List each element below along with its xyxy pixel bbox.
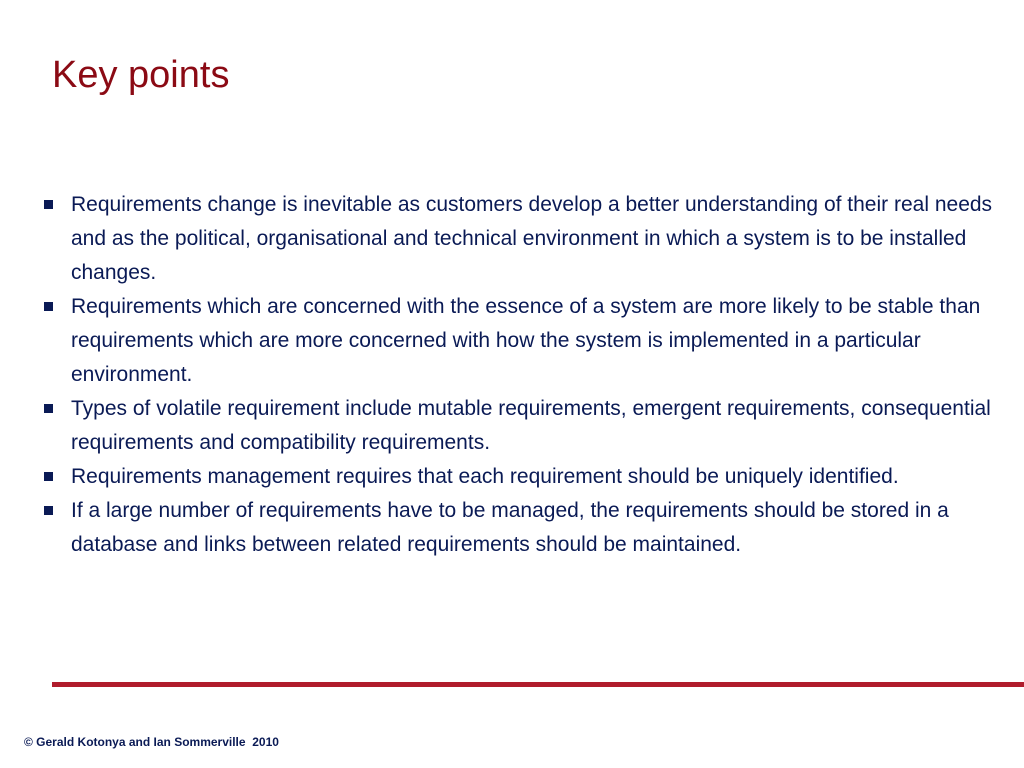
square-bullet-icon: [44, 506, 53, 515]
copyright-footer: © Gerald Kotonya and Ian Sommerville 2010: [24, 735, 279, 749]
square-bullet-icon: [44, 302, 53, 311]
square-bullet-icon: [44, 472, 53, 481]
bullet-text: Requirements management requires that each requirement should be uniquely identified.: [71, 465, 899, 488]
bullet-item: [44, 392, 994, 460]
square-bullet-icon: [44, 200, 53, 209]
footer-divider: [52, 682, 1024, 687]
bullet-item: [44, 460, 994, 494]
bullet-text: Requirements change is inevitable as customers develop a better understanding of their real needs and as the political, organisational and technical environment in which a system is to be installed changes.: [71, 193, 993, 284]
bullet-list: [44, 188, 994, 562]
bullet-text: Requirements which are concerned with the essence of a system are more likely to be stable than requirements which are more concerned with how the system is implemented in a particular environment.: [71, 295, 981, 386]
bullet-item: [44, 188, 994, 290]
bullet-text: Types of volatile requirement include mutable requirements, emergent requirements, consequential requirements and compatibility requirements.: [71, 397, 991, 454]
square-bullet-icon: [44, 404, 53, 413]
bullet-item: [44, 290, 994, 392]
slide-title: Key points: [52, 54, 230, 96]
bullet-text: If a large number of requirements have to be managed, the requirements should be stored in a database and links between related requirements should be maintained.: [71, 499, 949, 556]
bullet-item: [44, 494, 994, 562]
